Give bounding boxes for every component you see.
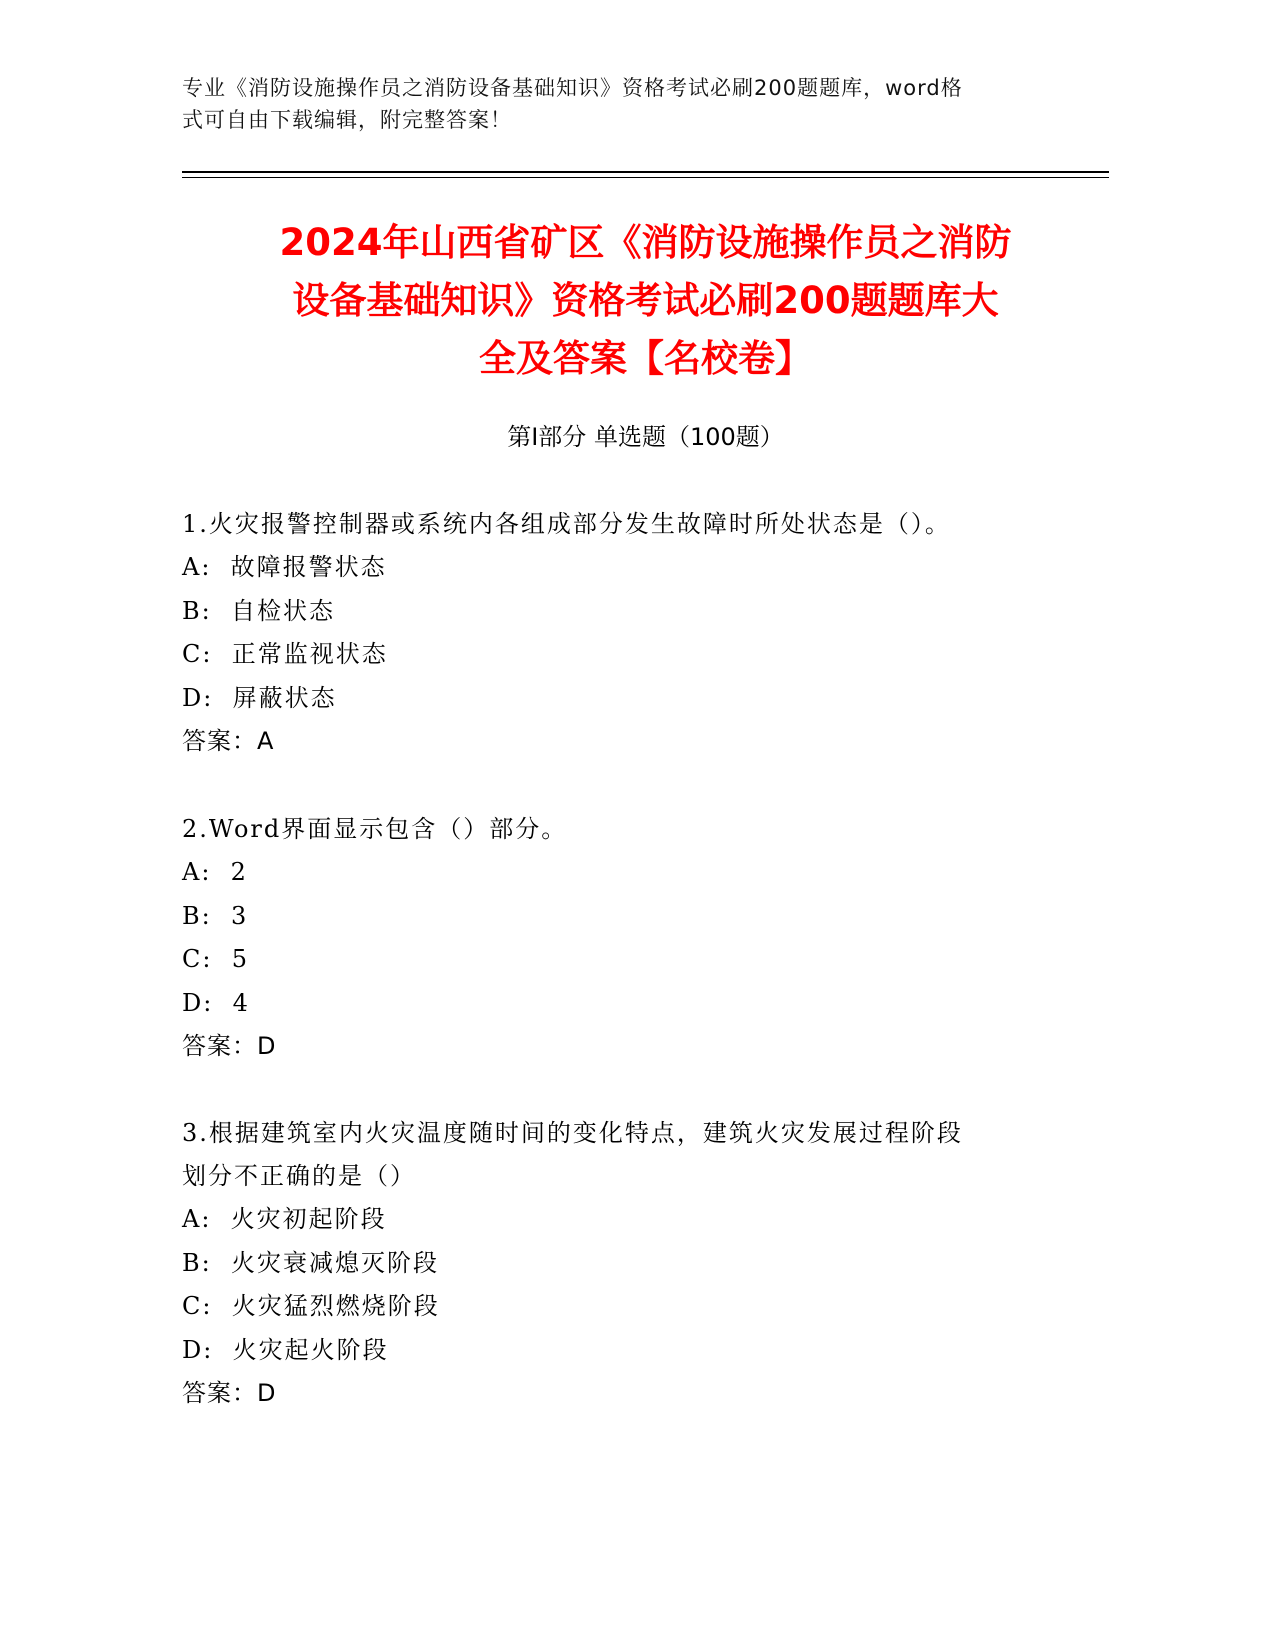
header-divider-thick [182, 171, 1109, 173]
option-b: B: 自检状态 [182, 596, 335, 625]
option-a: A: 火灾初起阶段 [182, 1205, 387, 1233]
document-title-line-1: 2024年山西省矿区《消防设施操作员之消防 [279, 221, 1012, 264]
option-c: C: 正常监视状态 [182, 640, 388, 668]
option-c: C: 火灾猛烈燃烧阶段 [182, 1292, 440, 1320]
document-title-line-3: 全及答案【名校卷】 [479, 337, 812, 380]
header-note-line-1: 专业《消防设施操作员之消防设备基础知识》资格考试必刷200题题库，word格 [182, 76, 963, 100]
option-b: B: 火灾衰减熄灭阶段 [182, 1248, 439, 1277]
document-title [182, 214, 1109, 388]
option-a: A: 故障报警状态 [182, 553, 387, 581]
option-b: B: 3 [182, 901, 249, 930]
question-stem: 1.火灾报警控制器或系统内各组成部分发生故障时所处状态是（）。 [182, 510, 951, 538]
option-a: A: 2 [182, 858, 248, 886]
option-d: D: 4 [182, 988, 250, 1017]
question-3 [182, 1112, 1042, 1416]
question-2 [182, 808, 1042, 1069]
option-c: C: 5 [182, 945, 249, 973]
option-d: D: 屏蔽状态 [182, 683, 337, 712]
answer: 答案：D [182, 1032, 277, 1060]
question-stem: 2.Word界面显示包含（）部分。 [182, 815, 568, 843]
header-note [182, 72, 1042, 136]
answer: 答案：A [182, 727, 275, 755]
question-stem-line-1: 3.根据建筑室内火灾温度随时间的变化特点，建筑火灾发展过程阶段 [182, 1119, 963, 1147]
answer: 答案：D [182, 1379, 277, 1407]
header-divider-thin [182, 177, 1109, 178]
document-title-line-2: 设备基础知识》资格考试必刷200题题库大 [292, 279, 999, 322]
question-1 [182, 503, 1042, 764]
header-note-line-2: 式可自由下载编辑，附完整答案！ [182, 108, 512, 132]
section-heading: 第Ⅰ部分 单选题（100题） [507, 423, 784, 451]
question-stem-line-2: 划分不正确的是（） [182, 1162, 416, 1190]
option-d: D: 火灾起火阶段 [182, 1335, 389, 1364]
